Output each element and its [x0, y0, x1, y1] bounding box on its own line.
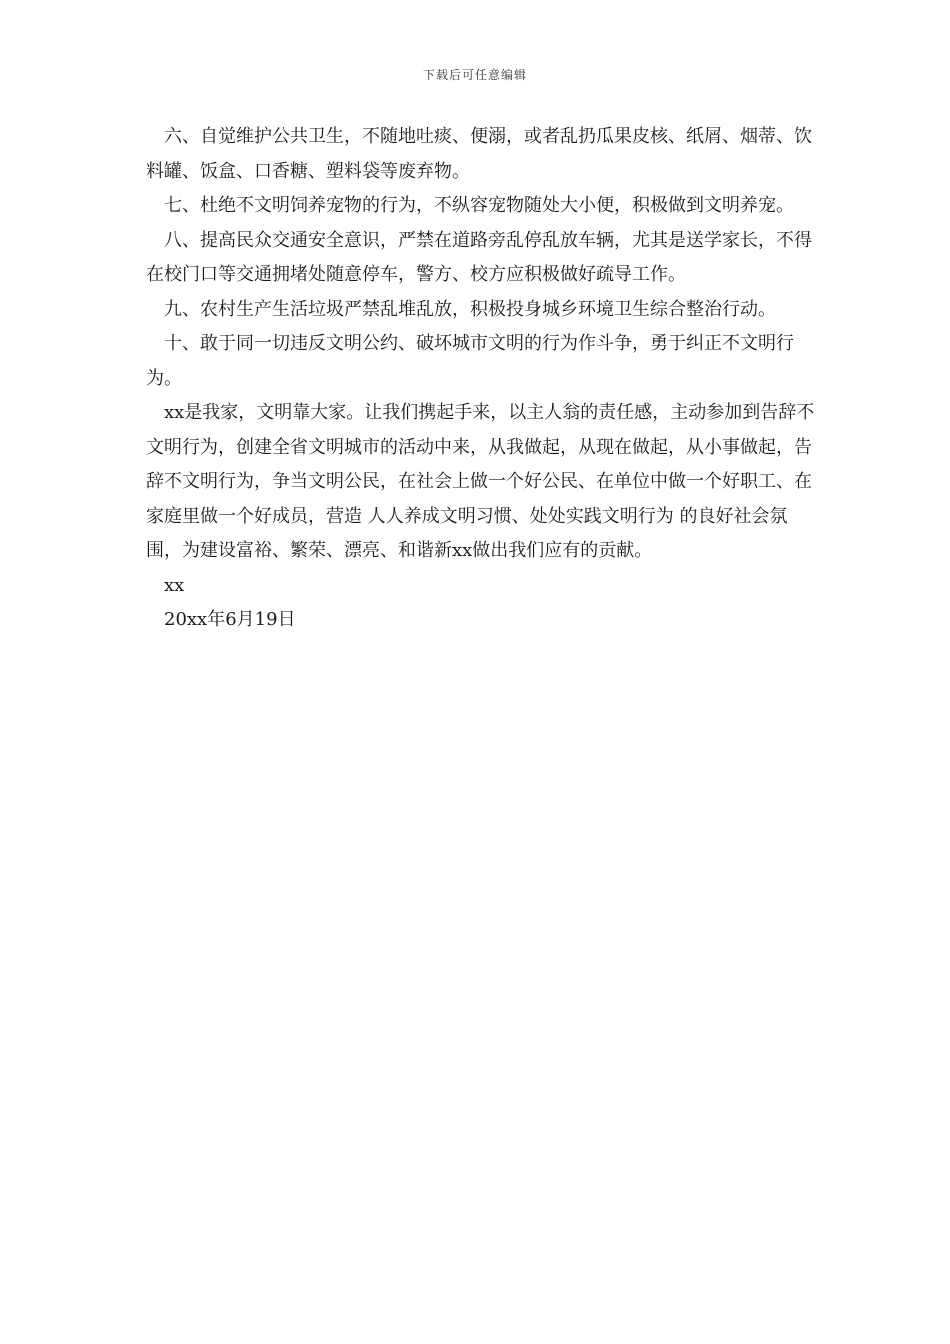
signature-date: 20xx年6月19日: [164, 609, 296, 630]
paragraph-eight: 八、提高民众交通安全意识，严禁在道路旁乱停乱放车辆，尤其是送学家长，不得在校门口等交通拥堵处随意停车，警方、校方应积极做好疏导工作。: [146, 229, 812, 285]
paragraph-six: 六、自觉维护公共卫生，不随地吐痰、便溺，或者乱扔瓜果皮核、纸屑、烟蒂、饮料罐、饭盒、口香糖、塑料袋等废弃物。: [146, 126, 812, 182]
page-header: 下载后可任意编辑: [422, 68, 527, 82]
paragraph-nine: 九、农村生产生活垃圾严禁乱堆乱放，积极投身城乡环境卫生综合整治行动。: [164, 298, 776, 320]
signature-name: xx: [164, 574, 185, 596]
document-body: [146, 120, 818, 638]
paragraph-seven: 七、杜绝不文明饲养宠物的行为，不纵容宠物随处大小便，积极做到文明养宠。: [164, 195, 794, 216]
closing-paragraph: xx是我家，文明靠大家。让我们携起手来，以主人翁的责任感，主动参加到告辞不文明行为，创建全省文明城市的活动中来，从我做起，从现在做起，从小事做起，告辞不文明行为，争当文明公民，在社会上做一个好公民、在单位中做一个好职工、在家庭里做一个好成员，营造 人人养成文明习惯、处处实践文明行为 的良好社会氛围，为建设富裕、繁荣、漂亮、和谐新xx做出我们应有的贡献。: [146, 402, 815, 561]
paragraph-ten: 十、敢于同一切违反文明公约、破坏城市文明的行为作斗争，勇于纠正不文明行为。: [146, 333, 794, 389]
